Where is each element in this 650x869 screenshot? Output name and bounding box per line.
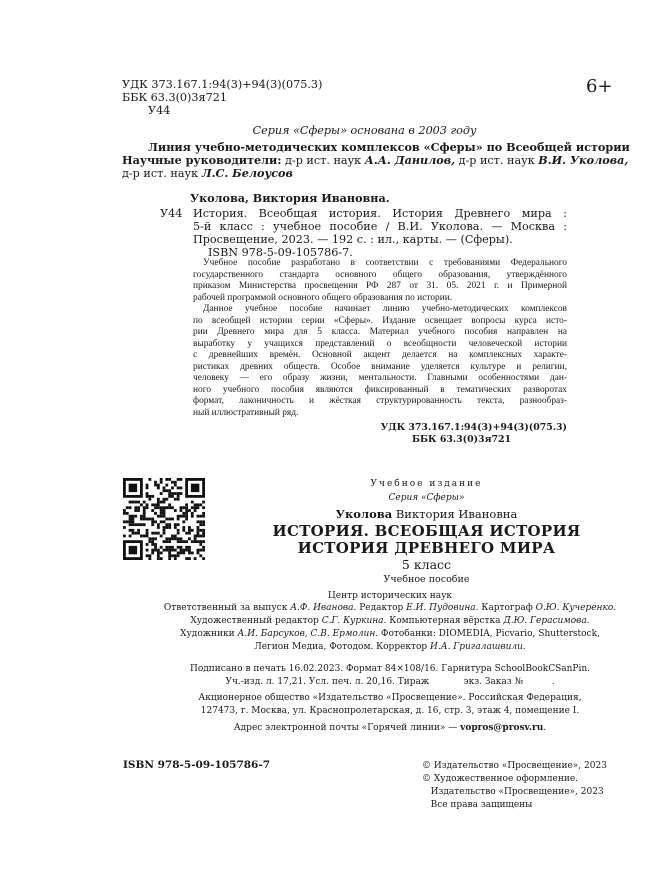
- author-name: Виктория Ивановна: [395, 507, 518, 521]
- annotation-line: ный иллюстративный ряд.: [193, 407, 299, 418]
- publisher-2: 127473, г. Москва, ул. Краснопролетарская, д. 16, стр. 3, этаж 4, помещение I.: [200, 706, 580, 716]
- annotation-line: государственного стандарта основного общего образования, утверждённого: [193, 269, 567, 280]
- catalog-bbk: ББК 63.3(0)3я721: [412, 434, 512, 445]
- footer-isbn: ISBN 978-5-09-105786-7: [123, 759, 271, 771]
- supervisors-cont: [122, 167, 293, 180]
- annotation-line: по всеобщей истории серии «Сферы». Издание освещает вопросы курса исто-: [193, 315, 567, 326]
- annotation-line: с древнейших времён. Основной акцент делается на комплексных характе-: [193, 350, 567, 360]
- degree: д-р ист. наук: [458, 154, 535, 167]
- copyright-line: Все права защищены: [422, 800, 533, 810]
- supervisor-name: А.А. Данилов,: [364, 153, 456, 167]
- print-info-1: Подписано в печать 16.02.2023. Формат 84×108/16. Гарнитура SchoolBookCSanPin.: [189, 664, 591, 674]
- imprint-author: [210, 507, 643, 521]
- hotline-email[interactable]: vopros@prosv.ru: [460, 723, 544, 733]
- credit-person: О.Ю. Кучеренко.: [535, 603, 617, 613]
- line-title: Линия учебно-методических комплексов «Сферы» по Всеобщей истории: [148, 140, 630, 154]
- hotline: [120, 722, 650, 735]
- credit-person: И.А. Григалашвили.: [430, 642, 526, 652]
- credit-role: Компьютерная вёрстка: [386, 616, 504, 626]
- supervisors-label: Научные руководители:: [122, 153, 282, 167]
- bbk-code: ББК 63.3(0)3я721: [122, 91, 227, 104]
- catalog-author: Уколова, Виктория Ивановна.: [190, 191, 390, 205]
- supervisor-name: Л.С. Белоусов: [201, 166, 293, 180]
- credits-line: [120, 615, 650, 628]
- book-title-1: ИСТОРИЯ. ВСЕОБЩАЯ ИСТОРИЯ: [272, 522, 581, 540]
- grade: 5 класс: [401, 557, 452, 572]
- credits-line: [120, 602, 650, 615]
- credits-line: [120, 628, 650, 641]
- credit-role: Художественный редактор: [190, 616, 322, 626]
- print-info-2: Уч.-изд. л. 17,21. Усл. печ. л. 20,16. Тираж экз. Заказ № .: [225, 677, 555, 687]
- center-name: Центр исторических наук: [327, 591, 453, 601]
- degree: д-р ист. наук: [285, 154, 362, 167]
- credit-person: А.Ф. Иванова.: [290, 603, 357, 613]
- annotation-line: рии Древнего мира для 5 класса. Материал учебного пособия направлен на: [193, 327, 567, 337]
- annotation-line: Данное учебное пособие начинает линию учебно-методических комплексов: [203, 304, 567, 314]
- edition-series: Серия «Сферы»: [388, 493, 465, 503]
- hotline-label: Адрес электронной почты «Горячей линии» —: [233, 723, 461, 733]
- publisher-1: Акционерное общество «Издательство «Просвещение». Российская Федерация,: [198, 693, 582, 703]
- supervisors: [122, 154, 628, 167]
- catalog-udk: УДК 373.167.1:94(3)+94(3)(075.3): [380, 422, 567, 433]
- catalog-line: Просвещение, 2023. — 192 с. : ил., карты. — (Сферы).: [193, 233, 513, 246]
- copyright-line: Издательство «Просвещение», 2023: [422, 787, 604, 797]
- book-title-2: ИСТОРИЯ ДРЕВНЕГО МИРА: [297, 539, 556, 557]
- degree: д-р ист. наук: [122, 167, 199, 180]
- udk-code: УДК 373.167.1:94(3)+94(3)(075.3): [122, 78, 323, 91]
- credit-person: А.И. Барсуков, С.В. Ермолин.: [237, 629, 379, 639]
- credit-role: Художники: [180, 629, 238, 639]
- annotation-line: формат, лаконичность и жёсткая структурированность текста, разнообраз-: [193, 396, 567, 406]
- credit-person: С.Г. Куркина.: [321, 616, 387, 626]
- supervisor-name: В.И. Уколова,: [538, 153, 629, 167]
- catalog-line: История. Всеобщая история. История Древнего мира :: [193, 207, 567, 220]
- author-mark: У44: [148, 104, 171, 117]
- credits-line: [120, 641, 650, 654]
- annotation-line: рабочей программой основного общего образования по истории.: [193, 292, 453, 303]
- credit-person: Е.И. Пудовина.: [406, 603, 479, 613]
- credit-role: Фотобанки: DIOMEDIA, Picvario, Shutterstock,: [378, 629, 600, 639]
- book-type: Учебное пособие: [383, 574, 470, 585]
- credit-role: Картограф: [478, 603, 536, 613]
- annotation-line: Учебное пособие разработано в соответствии с требованиями Федерального: [203, 258, 567, 268]
- annotation-line: выработку у учащихся представлений о всеобщности человеческой истории: [193, 338, 567, 349]
- qr-code: [123, 478, 205, 560]
- annotation-line: ристиках древних обществ. Особое внимание уделяется культуре и религии,: [193, 361, 567, 372]
- copyright-line: © Художественное оформление.: [422, 774, 579, 784]
- catalog-isbn: ISBN 978-5-09-105786-7.: [208, 246, 353, 259]
- edition-type: Учебное издание: [370, 479, 483, 489]
- annotation-line: человеку — его образу жизни, ментальности. Главными особенностями дан-: [193, 373, 567, 383]
- annotation-line: приказом Министерства просвещения РФ 287 от 31. 05. 2021 г. и Примерной: [193, 281, 567, 291]
- credit-role: Легион Медиа, Фотодом. Корректор: [254, 642, 431, 652]
- annotation-line: ного учебного пособия являются фиксированный в тематических разворотах: [193, 384, 567, 395]
- age-rating: 6+: [586, 76, 613, 97]
- catalog-line: 5-й класс : учебное пособие / В.И. Уколова. — Москва :: [193, 220, 567, 233]
- series-note: Серия «Сферы» основана в 2003 году: [252, 124, 477, 137]
- copyright-line: © Издательство «Просвещение», 2023: [422, 761, 607, 771]
- credit-person: Д.Ю. Герасимова.: [503, 616, 590, 626]
- credit-role: Ответственный за выпуск: [163, 603, 291, 613]
- author-surname: Уколова: [335, 507, 393, 521]
- credit-role: Редактор: [356, 603, 407, 613]
- catalog-code: У44: [160, 207, 183, 220]
- hotline-end: .: [543, 723, 547, 733]
